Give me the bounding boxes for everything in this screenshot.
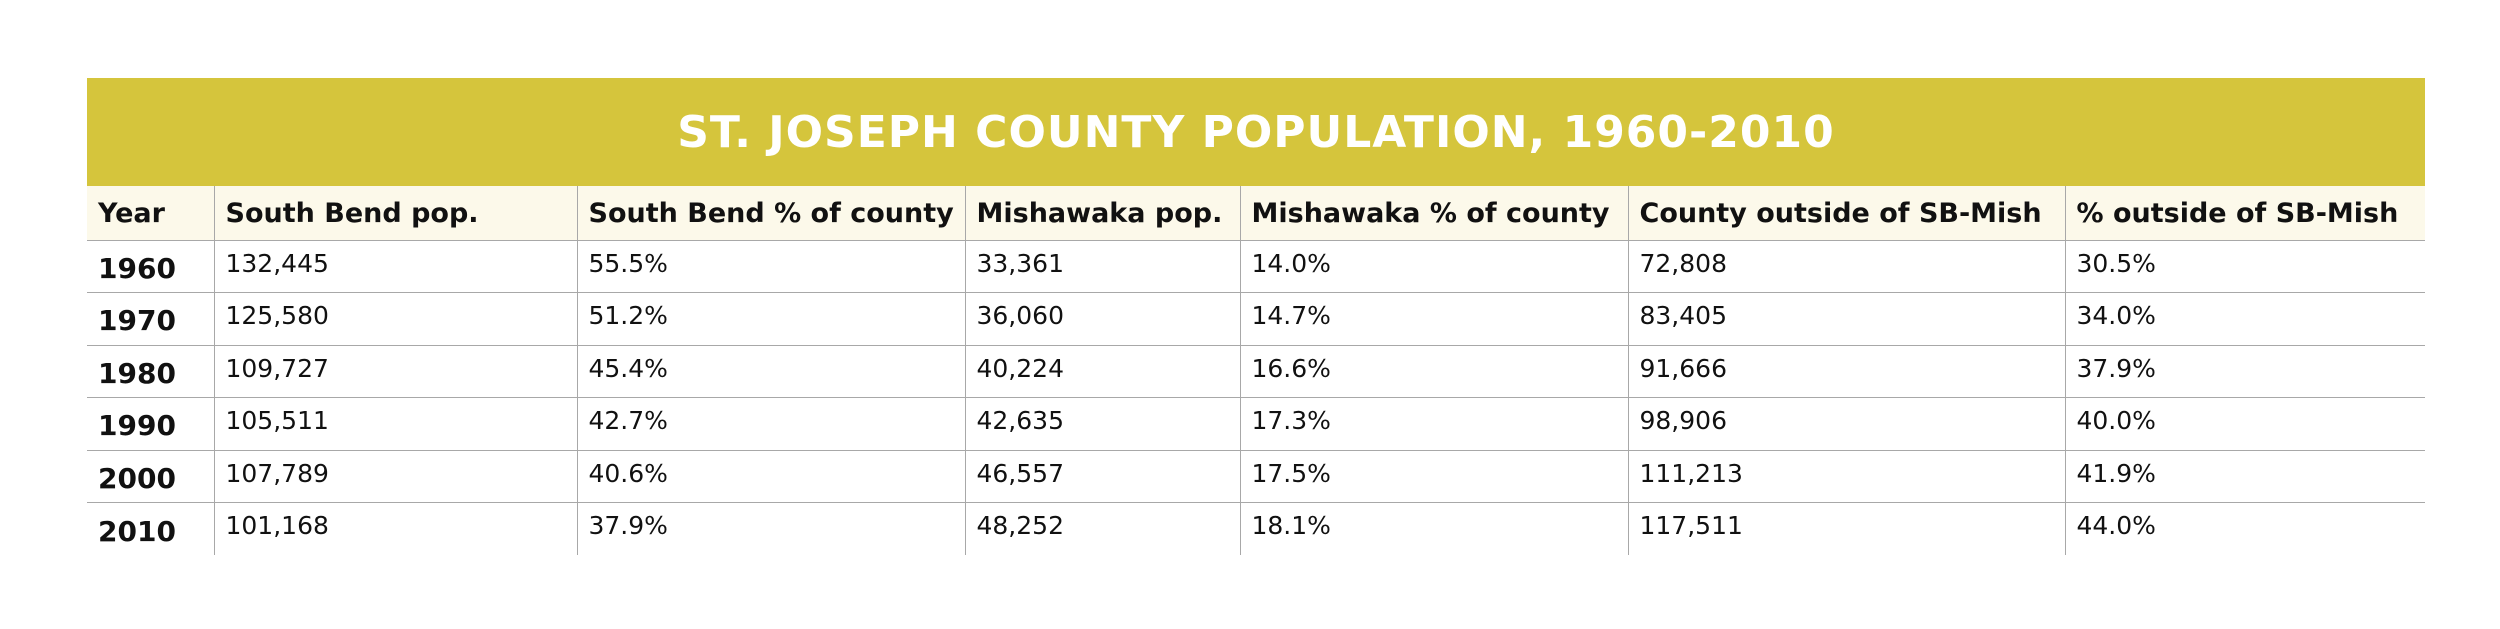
title-bar [87,78,2425,186]
year-cell: 2000 [87,450,214,503]
column-header: % outside of SB-Mish [2065,186,2425,240]
table-cell: 42.7% [577,398,965,451]
table-cell: 17.5% [1240,450,1628,503]
table-cell: 105,511 [214,398,577,451]
year-cell: 1960 [98,251,176,285]
table-cell: 55.5% [577,240,965,293]
table-cell: 37.9% [577,503,965,556]
year-cell: 1990 [87,398,214,451]
table-cell: 117,511 [1628,503,2065,556]
table-row [87,450,2425,503]
table-cell: 36,060 [965,293,1240,346]
table-cell: 107,789 [214,450,577,503]
table-cell: 72,808 [1628,240,2065,293]
table-cell: 40.6% [577,450,965,503]
table-cell: 18.1% [1240,503,1628,556]
year-cell: 1970 [87,293,214,346]
table-cell: 83,405 [1628,293,2065,346]
column-header: South Bend pop. [214,186,577,240]
table-row [87,293,2425,346]
table-cell: 125,580 [214,293,577,346]
table-cell: 45.4% [577,345,965,398]
table-cell: 40.0% [2065,398,2425,451]
table-cell: 14.0% [1240,240,1628,293]
column-header: Mishawaka % of county [1240,186,1628,240]
table-cell: 14.7% [1240,293,1628,346]
table-cell: 91,666 [1628,345,2065,398]
table-row [87,240,2425,293]
table-cell: 34.0% [2065,293,2425,346]
table-cell: 132,445 [214,240,577,293]
column-header: County outside of SB-Mish [1628,186,2065,240]
year-cell: 1980 [87,345,214,398]
table-cell: 51.2% [577,293,965,346]
year-cell: 2010 [87,503,214,556]
table-cell: 37.9% [2065,345,2425,398]
table-cell: 30.5% [2065,240,2425,293]
table-cell: 98,906 [1628,398,2065,451]
table-row [87,398,2425,451]
table-cell: 46,557 [965,450,1240,503]
table-cell: 41.9% [2065,450,2425,503]
column-header: Year [87,186,214,240]
table-row [87,503,2425,556]
population-table [87,78,2425,555]
header-row [87,186,2425,240]
table-cell: 16.6% [1240,345,1628,398]
table-cell: 44.0% [2065,503,2425,556]
table-body [87,240,2425,555]
table-cell: 48,252 [965,503,1240,556]
data-table [87,186,2425,555]
table-cell: 101,168 [214,503,577,556]
table-cell: 33,361 [965,240,1240,293]
table-cell: 109,727 [214,345,577,398]
column-header: South Bend % of county [577,186,965,240]
table-cell: 111,213 [1628,450,2065,503]
column-header: Mishawaka pop. [965,186,1240,240]
table-row [87,345,2425,398]
chart-title: ST. JOSEPH COUNTY POPULATION, 1960-2010 [677,106,1835,158]
table-cell: 17.3% [1240,398,1628,451]
table-cell: 40,224 [965,345,1240,398]
table-cell: 42,635 [965,398,1240,451]
